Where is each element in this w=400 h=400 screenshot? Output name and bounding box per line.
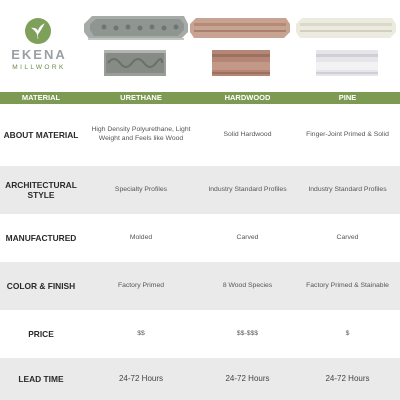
- pine-value: Industry Standard Profiles: [308, 185, 387, 193]
- pine-value: Factory Primed & Stainable: [306, 281, 389, 289]
- table-row: [0, 262, 400, 310]
- header-area: [0, 0, 400, 92]
- header-pine: PINE: [338, 93, 357, 102]
- leaf-icon: [25, 18, 51, 44]
- pine-value: 24-72 Hours: [325, 373, 370, 383]
- hardwood-crown-image: [190, 16, 290, 40]
- hardwood-value: Carved: [236, 233, 259, 241]
- row-label: LEAD TIME: [18, 373, 64, 384]
- pine-casing-image: [316, 50, 378, 76]
- table-row: [0, 166, 400, 214]
- urethane-value: $$: [137, 329, 145, 337]
- urethane-crown-image: [84, 14, 188, 42]
- table-row: [0, 214, 400, 262]
- hardwood-value: 8 Wood Species: [222, 281, 273, 289]
- pine-value: $: [345, 329, 350, 337]
- table-row: [0, 310, 400, 358]
- pine-value: Finger-Joint Primed & Solid: [306, 130, 389, 138]
- row-label: ARCHITECTURAL STYLE: [5, 179, 77, 200]
- urethane-value: High Density Polyurethane, Light Weight and Feels like Wood: [91, 126, 191, 142]
- urethane-value: Molded: [129, 233, 153, 241]
- hardwood-value: Solid Hardwood: [223, 130, 272, 138]
- urethane-value: Factory Primed: [117, 281, 165, 289]
- table-header: [0, 92, 400, 104]
- pine-crown-image: [296, 16, 396, 40]
- table-row: [0, 104, 400, 166]
- urethane-value: Specialty Profiles: [114, 185, 168, 193]
- header-material: MATERIAL: [21, 93, 61, 102]
- header-hardwood: HARDWOOD: [224, 93, 271, 102]
- row-label: PRICE: [28, 328, 54, 339]
- urethane-casing-image: [104, 50, 166, 76]
- pine-value: Carved: [336, 233, 359, 241]
- urethane-value: 24-72 Hours: [118, 373, 164, 383]
- hardwood-value: Industry Standard Profiles: [208, 185, 287, 193]
- hardwood-value: $$-$$$: [236, 329, 259, 337]
- table-row: [0, 358, 400, 400]
- row-label: COLOR & FINISH: [6, 280, 76, 291]
- hardwood-value: 24-72 Hours: [225, 373, 270, 383]
- brand-subtitle: MILLWORK: [12, 64, 66, 71]
- brand-logo: [4, 18, 84, 88]
- row-label: MANUFACTURED: [5, 232, 77, 243]
- header-urethane: URETHANE: [120, 93, 162, 102]
- hardwood-casing-image: [212, 50, 270, 76]
- brand-name: EKENA: [11, 47, 67, 62]
- row-label: ABOUT MATERIAL: [3, 129, 79, 140]
